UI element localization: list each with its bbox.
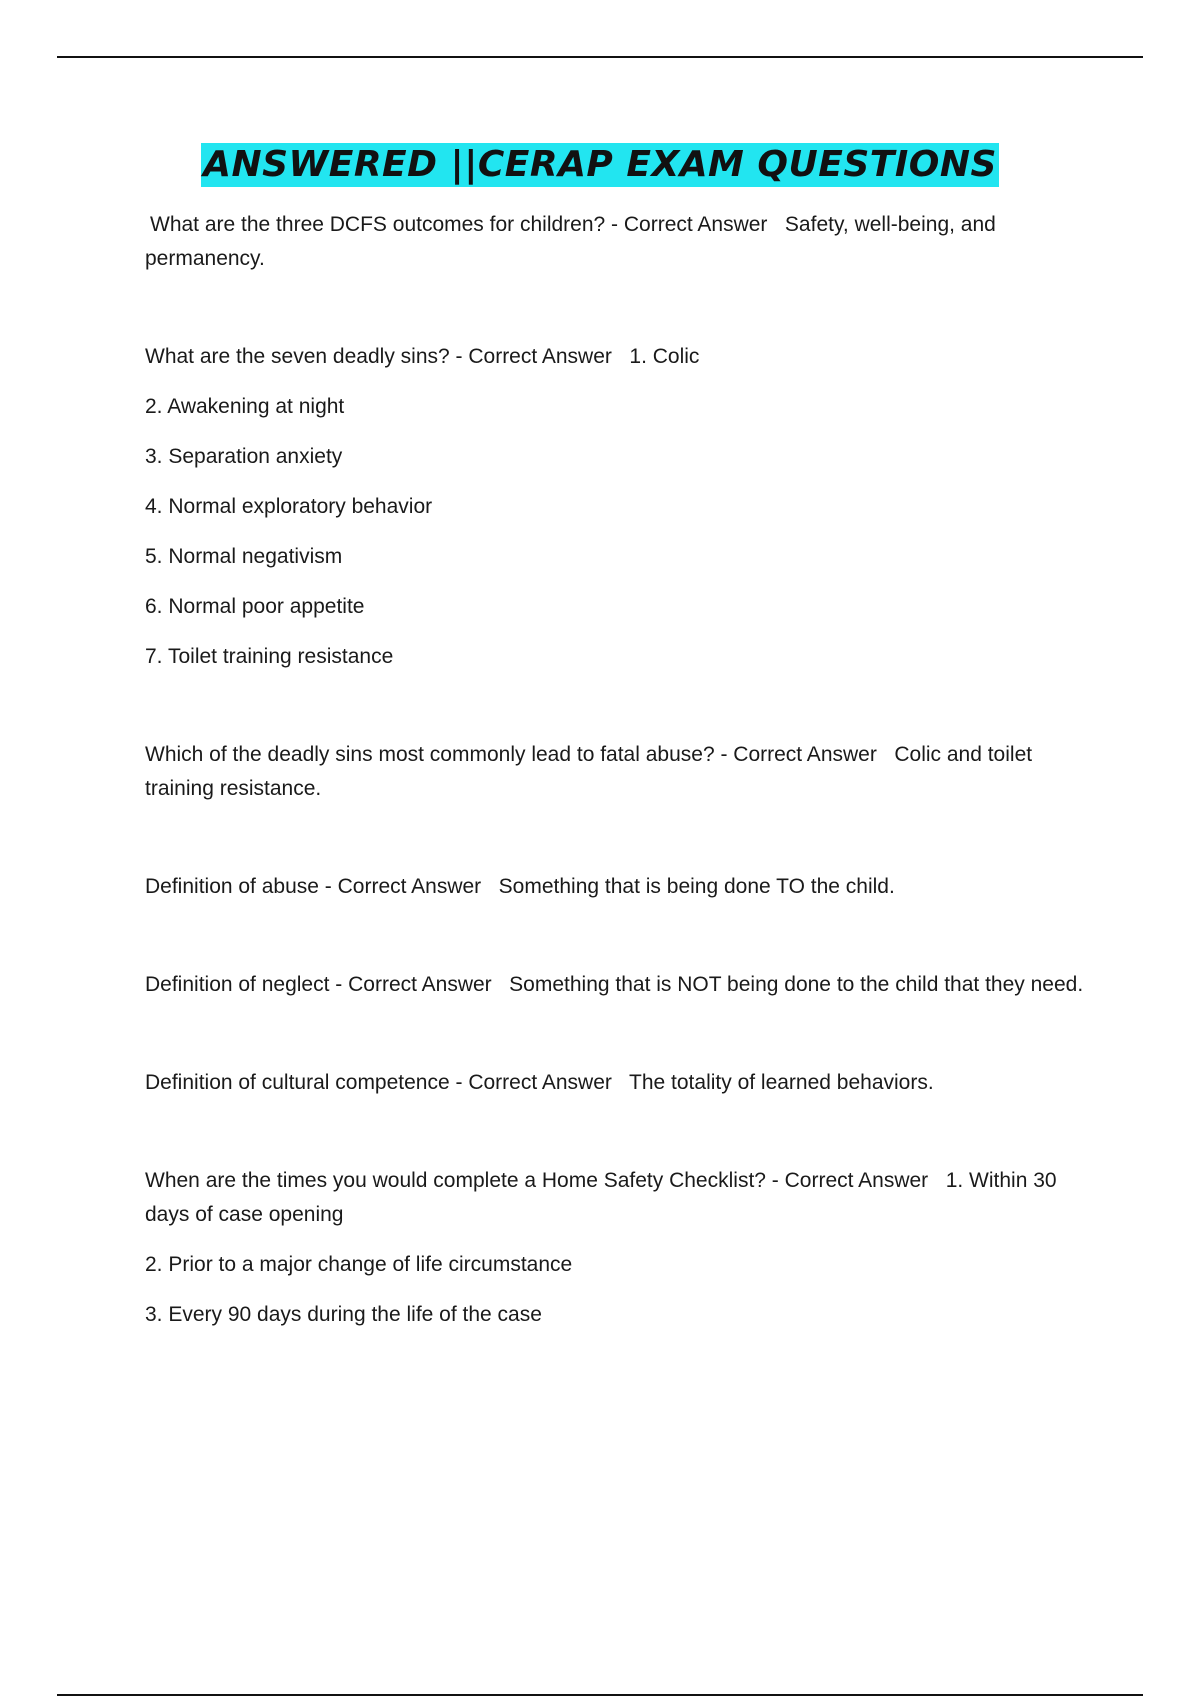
answer-separator: - Correct Answer [329,973,510,996]
answer-separator: - Correct Answer [605,213,785,236]
list-item: 2. Awakening at night [145,395,345,418]
answer-separator: - Correct Answer [714,743,895,766]
qa-item [145,738,1085,806]
qa-item [145,968,1085,1002]
qa-item [145,870,1085,904]
qa-item [145,1066,1085,1100]
question-text: When are the times you would complete a Home Safety Checklist? [145,1169,766,1192]
qa-item [145,208,1085,276]
answer-text: Colic and toilet training resistance. [145,743,1033,800]
spacer [145,674,1085,738]
list-item: 3. Every 90 days during the life of the case [145,1303,542,1326]
answer-separator: - Correct Answer [765,1169,946,1192]
page-title: ANSWERED ||CERAP EXAM QUESTIONS [203,144,997,185]
spacer [145,806,1085,870]
question-text: Definition of cultural competence [145,1071,450,1094]
answer-text: 1. Colic [629,345,700,368]
title-block [0,143,1200,187]
answer-text: The totality of learned behaviors. [629,1071,934,1094]
qa-item [145,1164,1085,1232]
question-text: Definition of neglect [145,973,330,996]
answer-text: 1. Within 30 days of case opening [145,1169,1057,1226]
list-item: 3. Separation anxiety [145,445,343,468]
list-item: 7. Toilet training resistance [145,645,394,668]
spacer [145,1100,1085,1164]
question-text: Which of the deadly sins most commonly lead to fatal abuse? [145,743,715,766]
list-item: 5. Normal negativism [145,545,343,568]
list-item: 4. Normal exploratory behavior [145,495,433,518]
question-text: What are the seven deadly sins? [145,345,450,368]
bottom-rule [57,1694,1143,1696]
answer-text: Something that is NOT being done to the child that they need. [509,973,1084,996]
spacer [145,276,1085,340]
list-item: 2. Prior to a major change of life circumstance [145,1253,573,1276]
answer-separator: - Correct Answer [318,875,499,898]
list-item: 6. Normal poor appetite [145,595,365,618]
answer-text: Safety, well-being, and permanency. [145,213,996,270]
spacer [145,1002,1085,1066]
qa-item [145,340,1085,374]
answer-separator: - Correct Answer [449,345,630,368]
top-rule [57,56,1143,58]
question-text: What are the three DCFS outcomes for children? [150,213,606,236]
question-text: Definition of abuse [145,875,319,898]
qa-content [145,208,1085,1332]
spacer [145,904,1085,968]
answer-separator: - Correct Answer [449,1071,630,1094]
answer-text: Something that is being done TO the child. [498,875,895,898]
